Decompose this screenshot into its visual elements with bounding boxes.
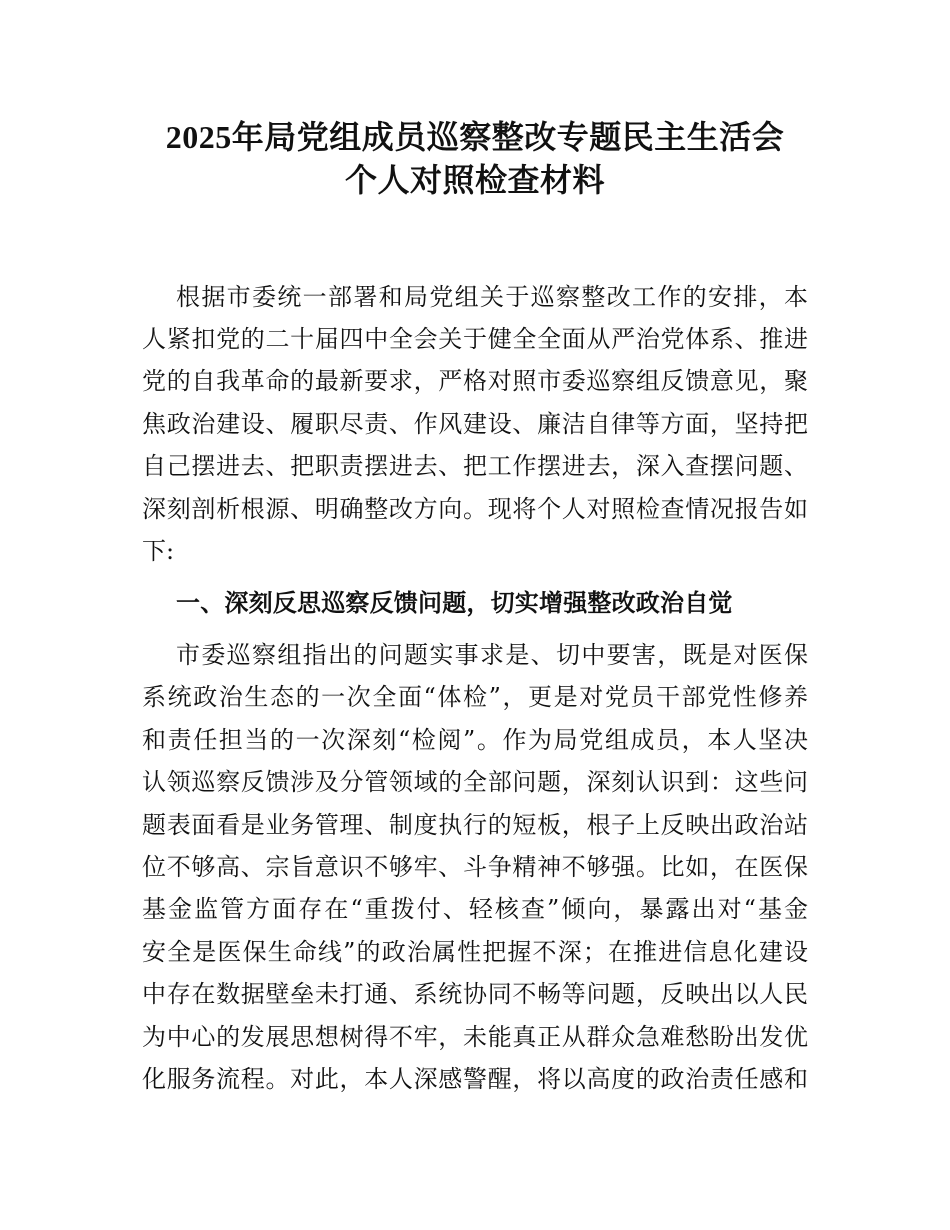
text-line: 根据市委统一部署和局党组关于巡察整改工作的安排，本 — [176, 283, 808, 311]
text-line: 自己摆进去、把职责摆进去、把工作摆进去，深入查摆问题、 — [142, 452, 808, 480]
text-line: 化服务流程。对此，本人深感警醒，将以高度的政治责任感和 — [142, 1065, 808, 1093]
section-heading: 一、深刻反思巡察反馈问题，切实增强整改政治自觉 — [176, 589, 733, 617]
document-title-line-2: 个人对照检查材料 — [344, 162, 605, 198]
text-line: 党的自我革命的最新要求，严格对照市委巡察组反馈意见，聚 — [142, 367, 808, 395]
text-line: 题表面看是业务管理、制度执行的短板，根子上反映出政治站 — [142, 811, 808, 839]
text-line: 基金监管方面存在“重拨付、轻核查”倾向，暴露出对“基金 — [142, 895, 808, 923]
text-line: 深刻剖析根源、明确整改方向。现将个人对照检查情况报告如 — [142, 495, 808, 523]
text-line: 焦政治建设、履职尽责、作风建设、廉洁自律等方面，坚持把 — [142, 410, 808, 438]
text-line: 和责任担当的一次深刻“检阅”。作为局党组成员，本人坚决 — [142, 726, 808, 754]
document-title-line-1: 2025年局党组成员巡察整改专题民主生活会 — [165, 119, 785, 155]
text-line: 位不够高、宗旨意识不够牢、斗争精神不够强。比如，在医保 — [142, 853, 808, 881]
text-line: 安全是医保生命线”的政治属性把握不深；在推进信息化建设 — [142, 938, 808, 966]
text-line: 市委巡察组指出的问题实事求是、切中要害，既是对医保 — [176, 641, 808, 669]
text-line: 人紧扣党的二十届四中全会关于健全全面从严治党体系、推进 — [142, 325, 808, 353]
text-line: 下: — [142, 537, 175, 565]
text-line: 系统政治生态的一次全面“体检”，更是对党员干部党性修养 — [142, 683, 808, 711]
text-line: 中存在数据壁垒未打通、系统协同不畅等问题，反映出以人民 — [142, 980, 808, 1008]
text-line: 为中心的发展思想树得不牢，未能真正从群众急难愁盼出发优 — [142, 1023, 808, 1051]
text-line: 认领巡察反馈涉及分管领域的全部问题，深刻认识到：这些问 — [142, 768, 808, 796]
